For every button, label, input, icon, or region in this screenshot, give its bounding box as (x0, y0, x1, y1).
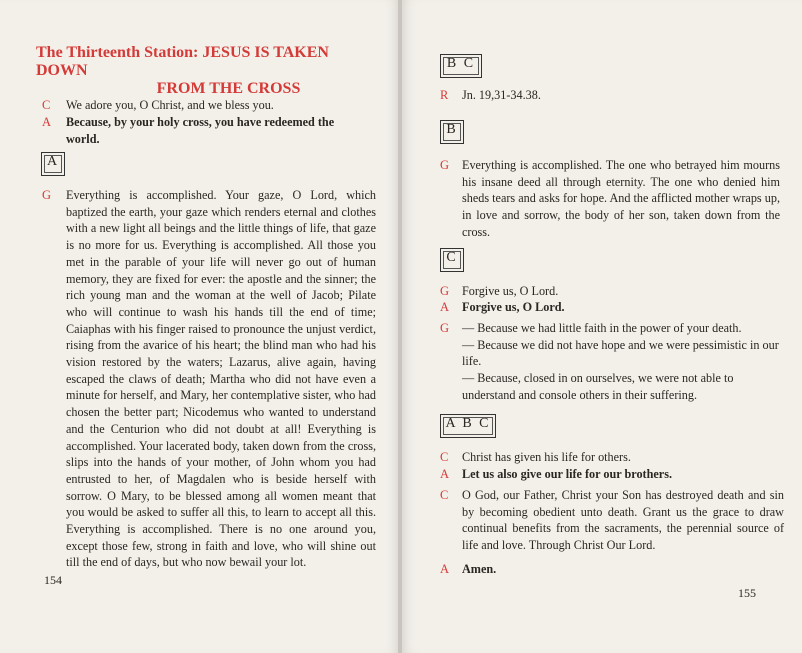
intro-text-c: We adore you, O Christ, and we bless you. (66, 98, 274, 112)
g2-line: — Because we had little faith in the power of your death. (462, 321, 742, 335)
section-box-bc: B C (440, 54, 482, 78)
section-box-abc: A B C (440, 414, 496, 438)
reading-text: Everything is accomplished. Your gaze, O Lord, which baptized the earth, your gaze which renders eternal and clothes with a new light all beings and the little things of life, that gaze is no more for us. Everything is accomplished. All those you met in the parable of your life will never go out of human memory, they are fixed for ever: the apostle and the sinner; the rich young man and the woman at the well of Jacob; Pilate who will continue to wash his hands till the end of time; Caiaphas with his finger raised to pronounce the unjust verdict, rising from the avarice of his heart; the blind man who had his vision restored by the waters; Lazarus, alive again, having escaped the claws of death; Martha who did not have even a minute for herself, and Mary, her contemplative sister, who had chosen the better part; Nicodemus who wanted to understand and the Centurion who did not doubt at all! Everything is accomplished. Your lacerated body, taken down from the cross, slips into the hands of your mother, of John whom you had entrusted to her, of Magdalen who is beside herself with sorrow. O Mary, to be blessed among all women meant that you would be asked to suffer all this, to learn to accept all this. Everything is accomplished. There is no one around you, except those few, strong in faith and love, who will shine out till the end of days, but who now bewail your lot. (66, 188, 376, 570)
intro-text-a: Because, by your holy cross, you have redeemed the world. (66, 115, 335, 146)
station-title-line1: The Thirteenth Station: JESUS IS TAKEN DOWN (36, 44, 329, 79)
marker-a: A (42, 115, 52, 129)
left-page (0, 0, 399, 653)
marker-a: A (440, 467, 450, 481)
closing-text-c: Christ has given his life for others. (462, 450, 631, 464)
page-number-right: 155 (738, 586, 756, 600)
marker-r: R (440, 88, 449, 102)
g2-line: — Because, closed in on ourselves, we were not able to understand and console others in their suffering. (462, 371, 734, 402)
closing-text-a: Let us also give our life for our brothers. (462, 467, 673, 481)
marker-g: G (440, 321, 450, 335)
section-box-a: A (41, 152, 65, 176)
section-box-c: C (440, 248, 464, 272)
page-number-left: 154 (44, 573, 62, 587)
amen-text: Amen. (462, 562, 497, 576)
right-page (402, 0, 802, 653)
marker-c: C (42, 98, 51, 112)
station-title (36, 44, 381, 98)
marker-c: C (440, 450, 449, 464)
marker-c: C (440, 488, 449, 502)
reference-text: Jn. 19,31-34.38. (462, 88, 541, 102)
forgive-text-a: Forgive us, O Lord. (462, 300, 565, 314)
marker-g: G (440, 284, 450, 298)
g1-text: Everything is accomplished. The one who betrayed him mourns his insane deed all through eternity. The one who denied him sheds tears and asks for hope. And the afflicted mother wraps up, in love and sorrow, the body of her son, taken down from the cross. (462, 158, 780, 239)
prayer-text: O God, our Father, Christ your Son has destroyed death and sin by becoming obedient unto death. Grant us the grace to draw continual benefits from the sacraments, the perennial source of life and love. Through Christ Our Lord. (462, 488, 784, 553)
forgive-text-g: Forgive us, O Lord. (462, 284, 559, 298)
marker-a: A (440, 300, 450, 314)
marker-g: G (440, 158, 450, 172)
marker-g: G (42, 188, 52, 202)
g2-line: — Because we did not have hope and we were pessimistic in our life. (462, 337, 779, 369)
station-title-line2: FROM THE CROSS (156, 80, 301, 97)
section-box-b: B (440, 120, 464, 144)
marker-a: A (440, 562, 450, 576)
